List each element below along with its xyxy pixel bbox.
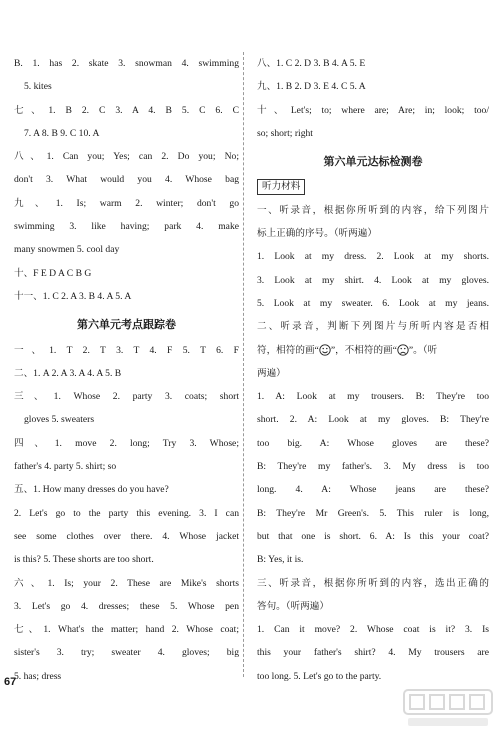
answer-line: 九、1. B 2. D 3. E 4. C 5. A [257, 81, 366, 93]
answer-line: father's 4. party 5. shirt; so [14, 461, 117, 473]
answer-line: 八、1. C 2. D 3. B 4. A 5. E [257, 58, 366, 69]
answer-line: B. 1. has 2. skate 3. snowman 4. swimming [14, 58, 239, 69]
listening-label-row [257, 175, 489, 198]
page-number: 67 [4, 676, 17, 688]
answer-line: 5. Look at my sweater. 6. Look at my jeans. [257, 297, 489, 309]
section-heading: 第六单元考点跟踪卷 [77, 318, 176, 332]
answer-line: 五、1. How many dresses do you have? [14, 484, 169, 496]
answer-line: 标上正确的序号。（听两遍） [257, 228, 377, 240]
answer-line: B: They're my father's. 3. My dress is too [257, 461, 489, 473]
answer-line: 六、1. Is; your 2. These are Mike's shorts [14, 577, 239, 589]
answer-line: is this? 5. These shorts are too short. [14, 554, 154, 566]
answer-line: 3. Let's go 4. dresses; these 5. Whose pen [14, 600, 239, 612]
answer-line: 七、1. B 2. C 3. A 4. B 5. C 6. C [14, 104, 239, 116]
answer-line: 三、听录音，根据你所听到的内容，选出正确的 [257, 577, 489, 589]
answer-line [257, 339, 489, 362]
line-text: 符，相符的画“ [257, 344, 319, 356]
sad-face-icon [397, 344, 409, 356]
listening-material-label: 听力材料 [257, 179, 305, 195]
answer-line: this your father's shirt? 4. My trousers are [257, 647, 489, 659]
answer-line: 一、1. T 2. T 3. T 4. F 5. T 6. F [14, 344, 239, 356]
answer-line: 十一、1. C 2. A 3. B 4. A 5. A [14, 290, 132, 302]
line-text: ”。（听 [408, 344, 438, 356]
answer-line: 7. A 8. B 9. C 10. A [24, 127, 100, 139]
answer-line: B: Yes, it is. [257, 554, 304, 566]
answer-line: B: They're Mr Green's. 5. This ruler is long, [257, 507, 489, 519]
column-divider [243, 52, 244, 677]
answer-line: 九、1. Is; warm 2. winter; don't go [14, 197, 239, 209]
smiley-face-icon [319, 344, 331, 356]
answer-line: 二、1. A 2. A 3. A 4. A 5. B [14, 367, 122, 379]
answer-line: sister's 3. try; sweater 4. gloves; big [14, 647, 239, 659]
watermark-logo [402, 688, 494, 730]
answer-line: 5. kites [24, 81, 52, 93]
answer-line: 1. Can it move? 2. Whose coat is it? 3. Is [257, 624, 489, 636]
answer-line: 七、1. What's the matter; hand 2. Whose coat; [14, 624, 239, 636]
answer-line: 两遍） [257, 367, 286, 379]
answer-line: 5. has; dress [14, 670, 62, 682]
answer-line: short. 2. A: Look at my gloves. B: They're [257, 414, 489, 426]
answer-line: 八、1. Can you; Yes; can 2. Do you; No; [14, 151, 239, 163]
answer-line: swimming 3. like having; park 4. make [14, 221, 239, 233]
answer-line: so; short; right [257, 127, 313, 139]
answer-line: too big. A: Whose gloves are these? [257, 437, 489, 449]
right-column [257, 52, 489, 688]
answer-line: 3. Look at my shirt. 4. Look at my gloves. [257, 274, 489, 286]
answer-line: 十、F E D A C B G [14, 267, 92, 279]
answer-line: 十、Let's; to; where are; Are; in; look; too/ [257, 104, 489, 116]
answer-line: 2. Let's go to the party this evening. 3. I can [14, 507, 239, 519]
answer-line: 1. Look at my dress. 2. Look at my shorts. [257, 251, 489, 263]
answer-line: don't 3. What would you 4. Whose bag [14, 174, 239, 186]
answer-line: 答句。（听两遍） [257, 600, 329, 612]
answer-line: 一、听录音，根据你所听到的内容，给下列图片 [257, 204, 489, 216]
answer-line: but that one is short. 6. A: Is this your coat? [257, 530, 489, 542]
line-text: ”，不相符的画“ [330, 344, 397, 356]
answer-line: 1. A: Look at my trousers. B: They're too [257, 391, 489, 403]
answer-line: 三、1. Whose 2. party 3. coats; short [14, 391, 239, 403]
answer-line: many snowmen 5. cool day [14, 244, 120, 256]
answer-line: 二、听录音，判断下列图片与所听内容是否相 [257, 321, 489, 333]
answer-line: too long. 5. Let's go to the party. [257, 670, 382, 682]
answer-line: gloves 5. sweaters [24, 414, 95, 426]
section-heading: 第六单元达标检测卷 [323, 155, 423, 169]
answer-line: long. 4. A: Whose jeans are these? [257, 484, 489, 496]
answer-line: 四、1. move 2. long; Try 3. Whose; [14, 437, 239, 449]
left-column [14, 52, 239, 688]
answer-line: see some clothes over there. 4. Whose jacket [14, 530, 239, 542]
